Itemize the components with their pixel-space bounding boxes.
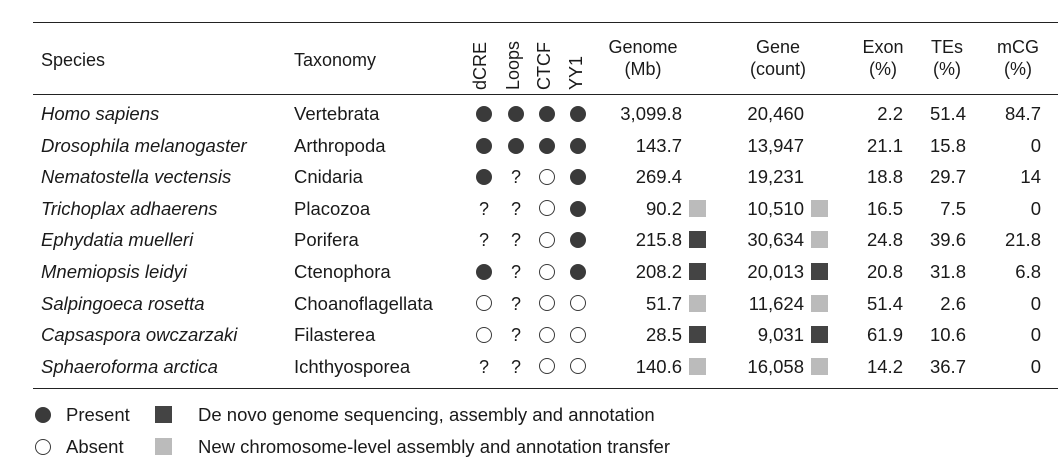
light-square-icon [155, 438, 172, 455]
taxonomy-cell: Arthropoda [294, 134, 386, 156]
genome-light-square-icon [689, 200, 706, 217]
header-genome [593, 36, 693, 80]
exon-cell: 51.4 [866, 292, 903, 314]
header-mcg-line2: (%) [1004, 59, 1032, 79]
species-cell: Ephydatia muelleri [41, 229, 194, 251]
yy1-present-dot-icon [569, 105, 587, 123]
ctcf-absent-circle-icon [538, 231, 556, 249]
loops-unknown-cell [507, 263, 525, 281]
unknown-mark: ? [478, 230, 489, 251]
header-loops: Loops [503, 40, 523, 90]
unknown-mark: ? [510, 293, 521, 314]
table-row [33, 194, 1058, 226]
dcre-present-dot-icon [475, 263, 493, 281]
mcg-cell: 0 [1030, 134, 1041, 156]
table-bottom-rule [33, 388, 1058, 389]
exon-cell: 21.1 [866, 134, 903, 156]
taxonomy-cell: Vertebrata [294, 103, 380, 124]
table-row [33, 162, 1058, 194]
exon-cell: 18.8 [866, 166, 903, 188]
loops-unknown-cell [507, 200, 525, 218]
dcre-present-dot-icon [475, 168, 493, 186]
mcg-cell: 0 [1030, 355, 1041, 377]
species-cell: Trichoplax adhaerens [41, 197, 218, 219]
header-yy1: YY1 [566, 55, 586, 90]
dcre-present-dot-icon [475, 105, 493, 123]
taxonomy-cell: Ctenophora [294, 261, 391, 282]
table-row [33, 289, 1058, 321]
header-gene-line1: Gene [755, 37, 801, 57]
header-genome-line1: Genome [608, 37, 678, 57]
header-ctcf: CTCF [534, 42, 554, 90]
gene-cell: 10,510 [747, 197, 804, 219]
taxonomy-cell: Ichthyosporea [294, 355, 411, 377]
species-cell: Salpingoeca rosetta [41, 292, 205, 314]
loops-unknown-cell [507, 326, 525, 344]
species-cell: Homo sapiens [41, 103, 160, 124]
exon-cell: 20.8 [866, 261, 903, 282]
header-tes-line2: (%) [933, 59, 961, 79]
header-rule [33, 94, 1058, 95]
yy1-present-dot-icon [569, 200, 587, 218]
genome-light-square-icon [689, 295, 706, 312]
genome-cell: 90.2 [645, 197, 682, 219]
gene-cell: 16,058 [747, 355, 804, 377]
exon-cell: 16.5 [866, 197, 903, 219]
gene-cell: 11,624 [748, 292, 804, 314]
genome-cell: 143.7 [635, 134, 682, 156]
loops-unknown-cell [507, 295, 525, 313]
tes-cell: 15.8 [929, 134, 966, 156]
ctcf-absent-circle-icon [538, 263, 556, 281]
tes-cell: 10.6 [929, 324, 966, 346]
taxonomy-cell: Choanoflagellata [294, 292, 433, 314]
legend-present-label: Present [66, 404, 130, 425]
header-tes-line1: TEs [930, 37, 963, 57]
species-cell: Drosophila melanogaster [41, 134, 247, 156]
genome-dark-square-icon [689, 263, 706, 280]
header-taxonomy: Taxonomy [294, 50, 377, 70]
dcre-absent-circle-icon [475, 326, 493, 344]
gene-cell: 9,031 [757, 324, 804, 346]
taxonomy-cell: Cnidaria [294, 166, 363, 188]
genome-cell: 208.2 [635, 261, 682, 282]
unknown-mark: ? [510, 325, 521, 346]
table-top-rule [33, 22, 1058, 23]
yy1-absent-circle-icon [569, 326, 587, 344]
exon-cell: 61.9 [866, 324, 903, 346]
header-dcre: dCRE [470, 41, 490, 90]
yy1-absent-circle-icon [569, 295, 587, 313]
yy1-present-dot-icon [569, 168, 587, 186]
tes-cell: 31.8 [929, 261, 966, 282]
dark-square-icon [155, 406, 172, 423]
tes-cell: 29.7 [929, 166, 966, 188]
header-exon-line1: Exon [862, 37, 904, 57]
dcre-unknown-cell [475, 200, 493, 218]
ctcf-absent-circle-icon [538, 326, 556, 344]
species-cell: Nematostella vectensis [41, 166, 232, 188]
mcg-cell: 0 [1030, 292, 1041, 314]
taxonomy-cell: Filasterea [294, 324, 376, 346]
unknown-mark: ? [510, 167, 521, 188]
ctcf-present-dot-icon [538, 137, 556, 155]
genome-cell: 215.8 [635, 229, 682, 251]
loops-unknown-cell [507, 231, 525, 249]
yy1-absent-circle-icon [569, 358, 587, 376]
species-cell: Mnemiopsis leidyi [41, 261, 187, 282]
gene-cell: 20,460 [747, 103, 804, 124]
gene-dark-square-icon [811, 326, 828, 343]
yy1-present-dot-icon [569, 231, 587, 249]
tes-cell: 39.6 [929, 229, 966, 251]
legend-light-label: New chromosome-level assembly and annotation transfer [198, 436, 670, 457]
unknown-mark: ? [478, 356, 489, 377]
tes-cell: 2.6 [940, 292, 966, 314]
ctcf-present-dot-icon [538, 105, 556, 123]
mcg-cell: 0 [1030, 197, 1041, 219]
yy1-present-dot-icon [569, 263, 587, 281]
loops-unknown-cell [507, 358, 525, 376]
tes-cell: 7.5 [940, 197, 966, 219]
dcre-unknown-cell [475, 231, 493, 249]
header-mcg [985, 36, 1051, 80]
unknown-mark: ? [510, 230, 521, 251]
loops-unknown-cell [507, 168, 525, 186]
table-row [33, 131, 1058, 163]
taxonomy-cell: Placozoa [294, 197, 371, 219]
header-gene-line2: (count) [749, 59, 807, 79]
genome-cell: 51.7 [645, 292, 682, 314]
species-cell: Capsaspora owczarzaki [41, 324, 238, 346]
unknown-mark: ? [478, 198, 489, 219]
species-cell: Sphaeroforma arctica [41, 355, 218, 377]
genome-dark-square-icon [689, 326, 706, 343]
loops-present-dot-icon [507, 105, 525, 123]
gene-dark-square-icon [811, 263, 828, 280]
header-exon-line2: (%) [869, 59, 897, 79]
header-mcg-line1: mCG [997, 37, 1039, 57]
mcg-cell: 14 [1020, 166, 1041, 188]
ctcf-absent-circle-icon [538, 168, 556, 186]
absent-circle-icon [35, 439, 51, 455]
gene-light-square-icon [811, 200, 828, 217]
genome-light-square-icon [689, 358, 706, 375]
unknown-mark: ? [510, 198, 521, 219]
table-row [33, 320, 1058, 352]
table-row [33, 352, 1058, 384]
exon-cell: 24.8 [866, 229, 903, 251]
legend-dark-label: De novo genome sequencing, assembly and annotation [198, 404, 655, 425]
taxonomy-cell: Porifera [294, 229, 359, 251]
tes-cell: 51.4 [929, 103, 966, 124]
header-genome-line2: (Mb) [624, 59, 662, 79]
gene-cell: 30,634 [747, 229, 804, 251]
genome-cell: 269.4 [635, 166, 682, 188]
unknown-mark: ? [510, 356, 521, 377]
gene-cell: 19,231 [747, 166, 804, 188]
genome-cell: 140.6 [635, 355, 682, 377]
mcg-cell: 0 [1030, 324, 1041, 346]
gene-light-square-icon [811, 295, 828, 312]
exon-cell: 14.2 [866, 355, 903, 377]
legend-absent-label: Absent [66, 436, 124, 457]
gene-light-square-icon [811, 231, 828, 248]
mcg-cell: 21.8 [1004, 229, 1041, 251]
header-exon [851, 36, 915, 80]
mcg-cell: 6.8 [1015, 261, 1041, 282]
header-gene [728, 36, 828, 80]
dcre-absent-circle-icon [475, 295, 493, 313]
genome-dark-square-icon [689, 231, 706, 248]
gene-cell: 13,947 [747, 134, 804, 156]
genome-cell: 28.5 [645, 324, 682, 346]
present-dot-icon [35, 407, 51, 423]
gene-cell: 20,013 [747, 261, 804, 282]
genome-cell: 3,099.8 [620, 103, 682, 124]
mcg-cell: 84.7 [1004, 103, 1041, 124]
yy1-present-dot-icon [569, 137, 587, 155]
table-row [33, 225, 1058, 257]
loops-present-dot-icon [507, 137, 525, 155]
table-row [33, 99, 1058, 131]
dcre-present-dot-icon [475, 137, 493, 155]
ctcf-absent-circle-icon [538, 200, 556, 218]
unknown-mark: ? [510, 262, 521, 282]
ctcf-absent-circle-icon [538, 358, 556, 376]
tes-cell: 36.7 [929, 355, 966, 377]
exon-cell: 2.2 [877, 103, 903, 124]
table-row [33, 257, 1058, 289]
ctcf-absent-circle-icon [538, 295, 556, 313]
header-tes [922, 36, 972, 80]
dcre-unknown-cell [475, 358, 493, 376]
header-species: Species [41, 50, 106, 70]
gene-light-square-icon [811, 358, 828, 375]
